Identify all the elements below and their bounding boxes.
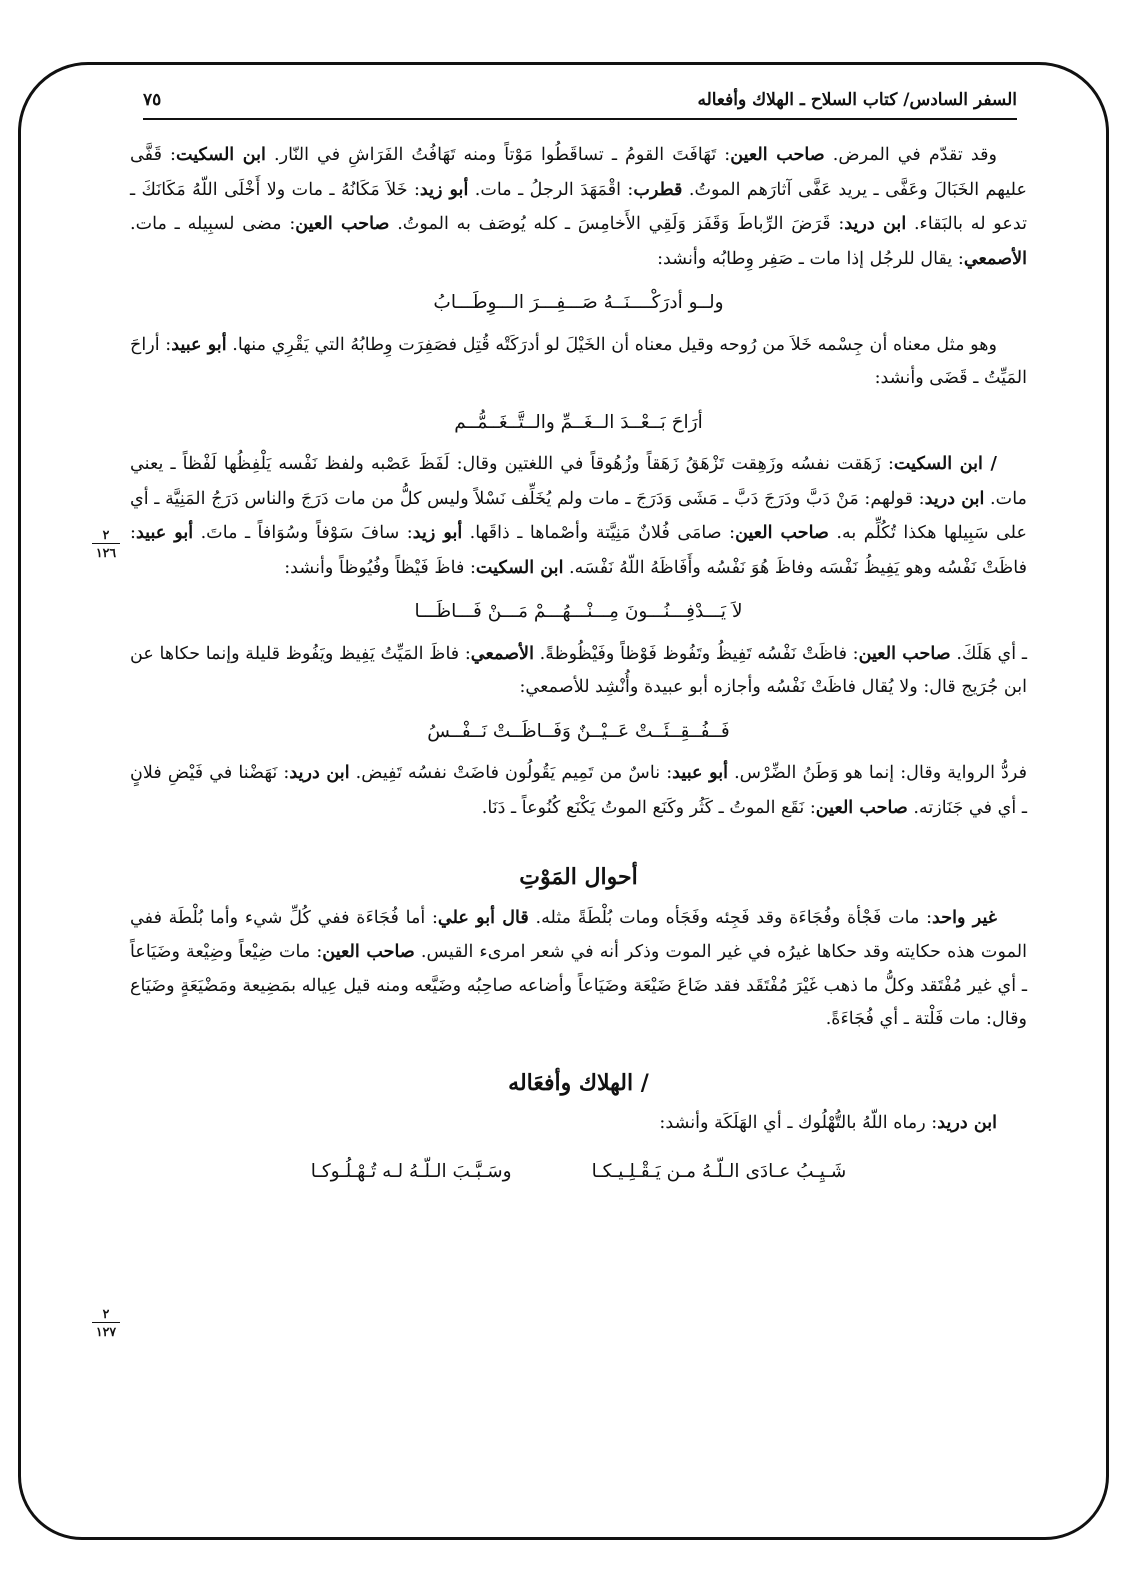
verse-hemistich-left: وسَـبَّـبَ الـلّـهُ لـه تُـهْـلُـوكـا xyxy=(310,1160,512,1182)
verse-line-2: أرَاحَ بَــعْــدَ الــغَــمِّ والــتَّــغَــمُّــم xyxy=(454,411,703,433)
section-heading-perdition: / الهلاك وأفعَاله xyxy=(508,1069,649,1096)
page-number: ٧٥ xyxy=(143,90,162,110)
page-header xyxy=(143,76,1017,120)
verse-line-3: لاَ يَـــدْفِـــنُـــونَ مِـــنْـــهُـــمْ مَـــنْ فَـــاظَـــا xyxy=(414,601,743,622)
running-title: السفر السادس/ كتاب السلاح ـ الهلاك وأفعاله xyxy=(697,90,1017,110)
margin-reference-127: ٢ ١٢٧ xyxy=(88,1307,124,1338)
paragraph-2: وهو مثل معناه أن جِسْمه خَلاَ من رُوحه وقيل معناه أن الخَيْلَ لو أدرَكَتْه قُتِل فصَفِرَت وِطابُهُ التي يَقْرِي منها. أبو عبيد: أراحَ المَيِّتُ ـ قَضَى وأنشد: xyxy=(130,333,1027,388)
page-body xyxy=(130,138,1027,1188)
paragraph-7: ابن دريد: رماه اللّهُ بالتُّهْلُوك ـ أي الهَلَكَة وأنشد: xyxy=(659,1112,997,1133)
section-heading-death-states: أحوال المَوْتِ xyxy=(519,864,638,890)
verse-couplet xyxy=(130,1155,1027,1189)
paragraph-5: فردُّ الرواية وقال: إنما هو وَطَنُ الضِّرْس. أبو عبيد: ناسٌ من تَمِيم يَقُولُون فاضَتْ نفسُه تَفِيض. ابن دريد: نَهَضْنا في فَيْضِ فلانٍ ـ أي في جَنَازته. صاحب العين: نَقَع الموتُ ـ كَثُر وكَنَع الموتُ يَكْنَع كُنُوعاً ـ دَنَا. xyxy=(130,762,1027,818)
verse-line-1: ولــو أدرَكْــــنَــهُ صَـــفِـــرَ الـــوِطَـــابُ xyxy=(433,292,724,313)
verse-hemistich-right: شَـيِـبُ عـادَى الـلّـهُ مـن يَـقْـلِـيـكـا xyxy=(591,1160,847,1182)
margin-reference-126: ٢ ١٢٦ xyxy=(88,528,124,559)
paragraph-1: وقد تقدّم في المرض. صاحب العين: تَهَافَتَ القومُ ـ تساقَطُوا مَوْتاً ومنه تَهَافُتُ الفَرَاشِ في النّار. ابن السكيت: قَفَّى عليهم الخَبَالَ وعَفَّى ـ يريد عَفَّى آثارَهم الموتُ. قطرب: اقْمَهَدَ الرجلُ ـ مات. أبو زيد: خَلاَ مَكَانُهُ ـ مات ولا أَخْلَى اللّهُ مَكَانَكَ ـ تدعو له بالبَقاء. ابن دريد: قَرَضَ الرِّباطَ وَقَفَز وَلَقِي الأَخامِسَ ـ كله يُوصَف به الموتُ. صاحب العين: مضى لسبِيله ـ مات. الأصمعي: يقال للرجُل إذا مات ـ صَفِر وِطابُه وأنشد: xyxy=(130,144,1028,269)
paragraph-3: / ابن السكيت: زَهَقت نفسُه وزَهِقت تَزْهَقُ زَهَقاً وزُهُوقاً في اللغتين وقال: لَفَظَ عَصْبه ولفظ نَفْسه يَلْفِظُها لَفْظاً ـ يعني مات. ابن دريد: قولهم: مَنْ دَبَّ ودَرَجَ دَبَّ ـ مَشَى وَدَرَجَ ـ مات ولم يُخَلِّف نَسْلاً وليس كلُّ من مات دَرَجَ والناس دَرَجُ المَنِيَّة ـ أي على سَبِيلها هكذا تُكُلِّم به. صاحب العين: صامَى فُلانٌ مَنِيَّتة وأصْماها ـ ذاقَها. أبو زيد: سافَ سَوْفاً وسُوَافاً ـ ماتَ. أبو عبيد: فاظَتْ نَفْسُه وهو يَفِيظُ نَفْسَه وفاظَ هُوَ نَفْسُه وأَفَاظَهُ اللّهُ نَفْسَه. ابن السكيت: فاظَ فَيْظاً وفُيُوظاً وأنشد: xyxy=(130,453,1027,578)
paragraph-6: غير واحد: مات فَجْأة وفُجَاءَة وقد فَجِئه وفَجَأه ومات بُلْطَةً مثله. قال أبو علي: أما فُجَاءَة ففي كُلِّ شيء وأما بُلْطَة ففي الموت هذه حكايته وقد حكاها غيرُه في غير الموت وذكر أنه في شعر امرىء القيس. صاحب العين: مات ضِيْعاً وضِيْعة وضَيَاعاً ـ أي غير مُفْتَقد وكلُّ ما ذهب غَيْرَ مُفْتَقَد فقد ضَاعَ ضَيْعَة وضَيَاعاً وأضاعه صاحِبُه وضَيَّعه ومنه قيل عِياله بمَضِيعة ومَضْيَعَةٍ وضَيَاع وقال: مات فَلْتة ـ أي فُجَاءَةً. xyxy=(130,906,1028,1029)
verse-line-4: فَــفُــقِــئَــتْ عَــيْــنٌ وَفَــاظَــتْ نَــفْــسُ xyxy=(427,720,730,742)
paragraph-4: ـ أي هَلَكَ. صاحب العين: فاظَتْ نَفْسُه تَفِيظُ وتَفُوظ فَوْظاً وفَيْظُوظةً. الأصمعي: فاظَ المَيِّتُ يَفِيظ ويَفُوظ قليلة وإنما حكاها عن ابن جُرَيج قال: ولا يُقال فاظَتْ نَفْسُه وأجازه أبو عبيدة وأُنْشِد للأصمعي: xyxy=(130,642,1027,697)
